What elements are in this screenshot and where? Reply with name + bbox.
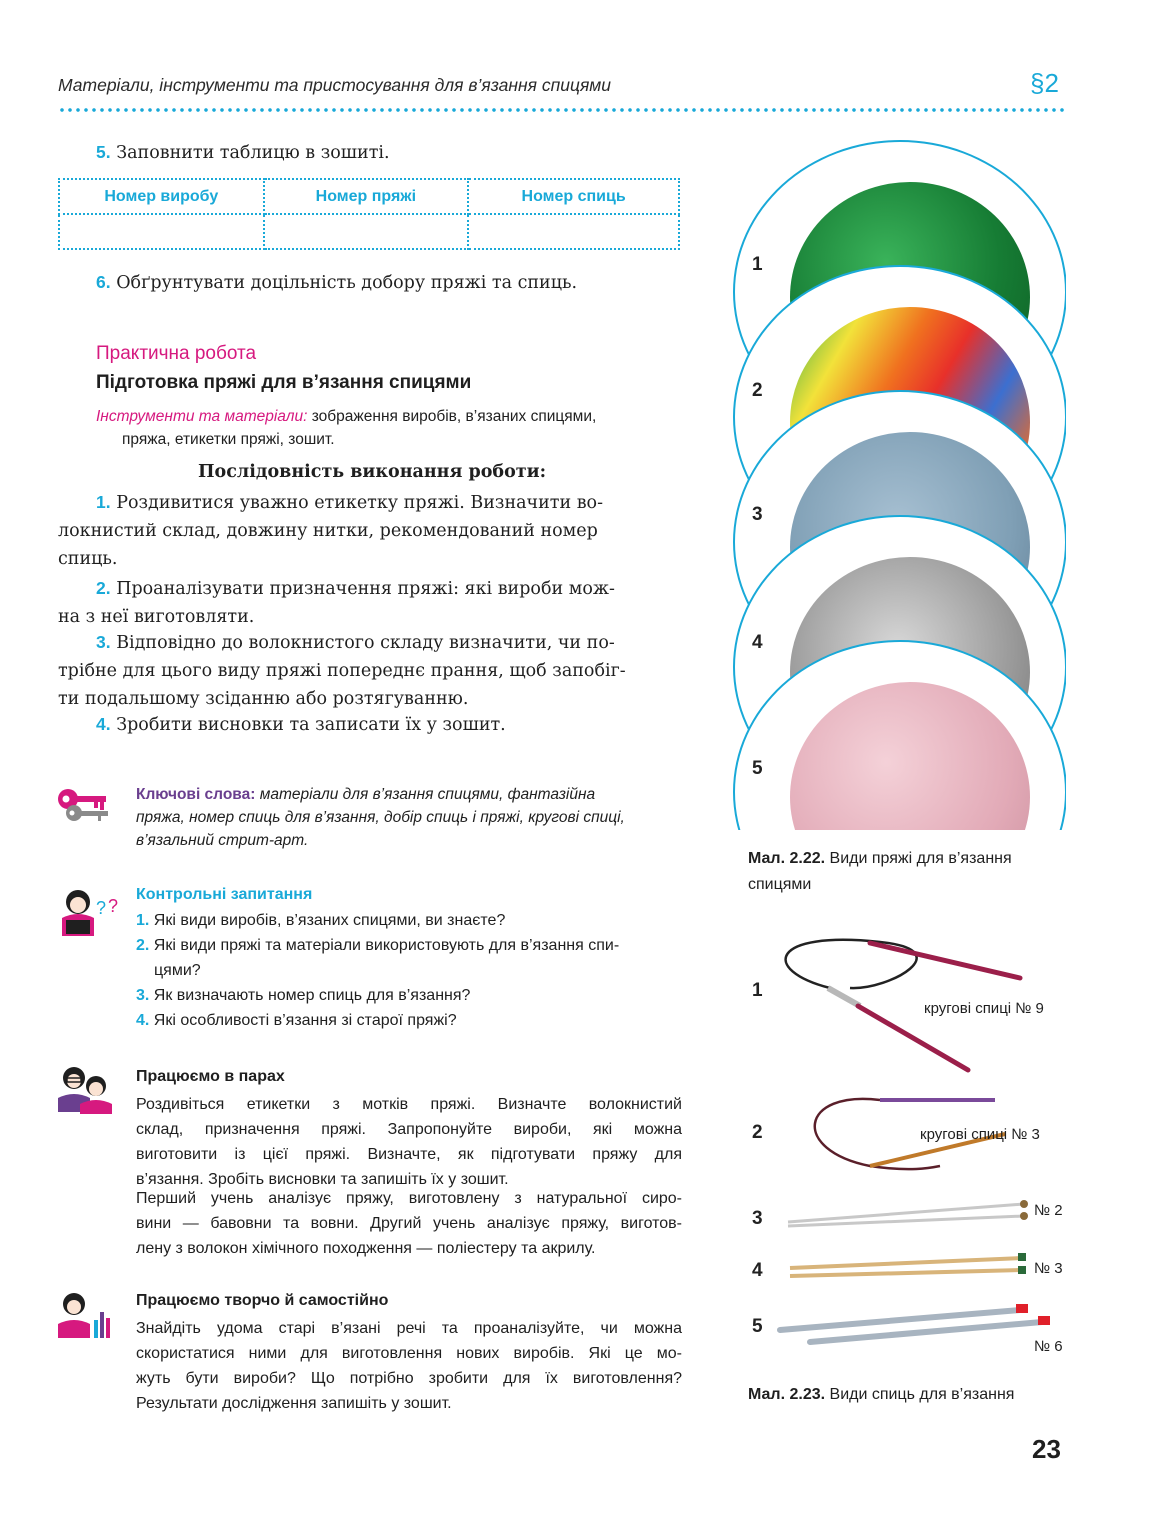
caption-label: Мал. 2.22. bbox=[748, 850, 826, 867]
step-line: Відповідно до волокнистого складу визначити, чи по- bbox=[116, 633, 615, 653]
yarn-number-5: 5 bbox=[752, 758, 763, 779]
practical-title: Підготовка пряжі для в’язання спицями bbox=[96, 372, 472, 393]
needle-number-1: 1 bbox=[752, 980, 763, 1001]
yarn-number-4: 4 bbox=[752, 632, 763, 653]
keywords-block bbox=[136, 783, 682, 852]
yarn-figure bbox=[730, 140, 1066, 830]
needle-number-2: 2 bbox=[752, 1122, 763, 1143]
questions-list bbox=[136, 908, 682, 1033]
sequence-title: Послідовність виконання роботи: bbox=[198, 462, 547, 482]
step-line: Проаналізувати призначення пряжі: які вироби мож- bbox=[116, 579, 615, 599]
keywords-label: Ключові слова: bbox=[136, 786, 256, 803]
step-2 bbox=[58, 574, 682, 631]
materials-text: зображення виробів, в’язаних спицями, bbox=[311, 408, 597, 425]
keywords-text: в’язальний стрит-арт. bbox=[136, 832, 309, 849]
question-number: 1. bbox=[136, 912, 150, 929]
task-text: Заповнити таблицю в зошиті. bbox=[116, 143, 390, 163]
text-line: виготовити із цієї пряжі. Визначте, як підготувати пряжу для bbox=[136, 1146, 682, 1163]
needle-label-5: № 6 bbox=[1034, 1338, 1063, 1355]
section-number: §2 bbox=[1030, 68, 1059, 98]
key-icon bbox=[56, 785, 120, 825]
step-line: спиць. bbox=[58, 549, 118, 569]
table-cell bbox=[468, 214, 679, 249]
yarn-ball-pink bbox=[790, 682, 1030, 830]
running-header-title: Матеріали, інструменти та пристосування для в’язання спицями bbox=[58, 75, 612, 95]
needle-number-5: 5 bbox=[752, 1316, 763, 1337]
creative-title: Працюємо творчо й самостійно bbox=[136, 1292, 389, 1309]
text-line: скористатися ними для виготовлення нових виробів. Які це мо- bbox=[136, 1345, 682, 1362]
yarn-number-2: 2 bbox=[752, 380, 763, 401]
question-text: Які види виробів, в’язаних спицями, ви знаєте? bbox=[153, 912, 506, 929]
caption-text: спицями bbox=[748, 876, 812, 893]
table-cell bbox=[264, 214, 469, 249]
caption-text: Види спиць для в’язання bbox=[829, 1386, 1015, 1403]
materials-label: Інструменти та матеріали: bbox=[96, 408, 308, 425]
pairs-paragraph-2 bbox=[136, 1186, 682, 1261]
needle-label-3: № 2 bbox=[1034, 1202, 1063, 1219]
keywords-text: пряжа, номер спиць для в’язання, добір спиць і пряжі, кругові спиці, bbox=[136, 809, 625, 826]
task-number: 6. bbox=[96, 272, 111, 292]
yarn-caption bbox=[748, 846, 1068, 898]
text-line: склад, призначення пряжі. Запропонуйте вироби, які можна bbox=[136, 1121, 682, 1138]
step-4 bbox=[96, 710, 682, 739]
pair-students-icon bbox=[56, 1064, 116, 1116]
task-number: 5. bbox=[96, 142, 111, 162]
question-text: Які види пряжі та матеріали використовують для в’язання спи- bbox=[153, 937, 620, 954]
needles-caption bbox=[748, 1382, 1014, 1408]
creative-student-icon bbox=[56, 1290, 116, 1342]
fill-in-table bbox=[58, 178, 680, 250]
materials-text-2: пряжа, етикетки пряжі, зошит. bbox=[122, 431, 335, 448]
needle-number-4: 4 bbox=[752, 1260, 763, 1281]
text-line: лену з волокон хімічного походження — поліестеру та акрилу. bbox=[136, 1240, 596, 1257]
step-line: Зробити висновки та записати їх у зошит. bbox=[116, 715, 506, 735]
step-line: ти подальшому зсіданню або розтягуванню. bbox=[58, 689, 469, 709]
question-number: 3. bbox=[136, 987, 150, 1004]
yarn-number-1: 1 bbox=[752, 254, 763, 275]
text-line: вини — бавовни та вовни. Другий учень аналізує пряжу, виготов- bbox=[136, 1215, 682, 1232]
questions-title: Контрольні запитання bbox=[136, 886, 313, 903]
question-text: Які особливості в’язання зі старої пряжі? bbox=[153, 1012, 457, 1029]
text-line: Перший учень аналізує пряжу, виготовлену з натуральної сиро- bbox=[136, 1190, 682, 1207]
question-text: Як визначають номер спиць для в’язання? bbox=[153, 987, 471, 1004]
yarn-number-3: 3 bbox=[752, 504, 763, 525]
text-line: Роздивіться етикетки з мотків пряжі. Визначте волокнистий bbox=[136, 1096, 682, 1113]
question-text: цями? bbox=[154, 962, 201, 979]
step-line: локнистий склад, довжину нитки, рекомендований номер bbox=[58, 521, 598, 541]
step-line: трібне для цього виду пряжі попереднє прання, щоб запобіг- bbox=[58, 661, 626, 681]
task-text: Обґрунтувати доцільність добору пряжі та спиць. bbox=[116, 273, 578, 293]
svg-text:?: ? bbox=[96, 898, 107, 918]
table-header-item: Номер виробу bbox=[59, 179, 264, 214]
task-6 bbox=[96, 268, 577, 297]
materials bbox=[96, 405, 596, 451]
step-number: 1. bbox=[96, 492, 111, 512]
step-number: 2. bbox=[96, 578, 111, 598]
step-1 bbox=[58, 488, 682, 573]
page-number: 23 bbox=[1032, 1434, 1061, 1464]
question-number: 2. bbox=[136, 937, 150, 954]
step-3 bbox=[58, 628, 682, 713]
needle-label-2: кругові спиці № 3 bbox=[920, 1126, 1040, 1143]
needles-figure bbox=[740, 930, 1070, 1370]
practical-label: Практична робота bbox=[96, 343, 257, 364]
task-5 bbox=[96, 138, 390, 167]
pairs-title: Працюємо в парах bbox=[136, 1068, 285, 1085]
reading-girl-icon bbox=[56, 888, 122, 940]
keywords-text: матеріали для в’язання спицями, фантазійна bbox=[259, 786, 596, 803]
table-header-needles: Номер спиць bbox=[468, 179, 679, 214]
pairs-paragraph-1 bbox=[136, 1092, 682, 1192]
needle-label-4: № 3 bbox=[1034, 1260, 1063, 1277]
step-line: Роздивитися уважно етикетку пряжі. Визначити во- bbox=[116, 493, 604, 513]
header-divider bbox=[58, 108, 1066, 112]
text-line: жуть бути вироби? Що потрібно зробити для їх виготовлення? bbox=[136, 1370, 682, 1387]
step-number: 3. bbox=[96, 632, 111, 652]
text-line: Результати дослідження запишіть у зошит. bbox=[136, 1395, 452, 1412]
text-line: Знайдіть удома старі в’язані речі та проаналізуйте, чи можна bbox=[136, 1320, 682, 1337]
needle-label-1: кругові спиці № 9 bbox=[924, 1000, 1044, 1017]
caption-label: Мал. 2.23. bbox=[748, 1386, 826, 1403]
creative-paragraph bbox=[136, 1316, 682, 1416]
table-cell bbox=[59, 214, 264, 249]
needle-number-3: 3 bbox=[752, 1208, 763, 1229]
step-line: на з неї виготовляти. bbox=[58, 607, 255, 627]
question-number: 4. bbox=[136, 1012, 150, 1029]
table-header-yarn: Номер пряжі bbox=[264, 179, 469, 214]
text-line: в’язання. Зробіть висновки та запишіть їх у зошит. bbox=[136, 1171, 509, 1188]
caption-text: Види пряжі для в’язання bbox=[829, 850, 1012, 867]
step-number: 4. bbox=[96, 714, 111, 734]
svg-text:?: ? bbox=[108, 896, 119, 916]
